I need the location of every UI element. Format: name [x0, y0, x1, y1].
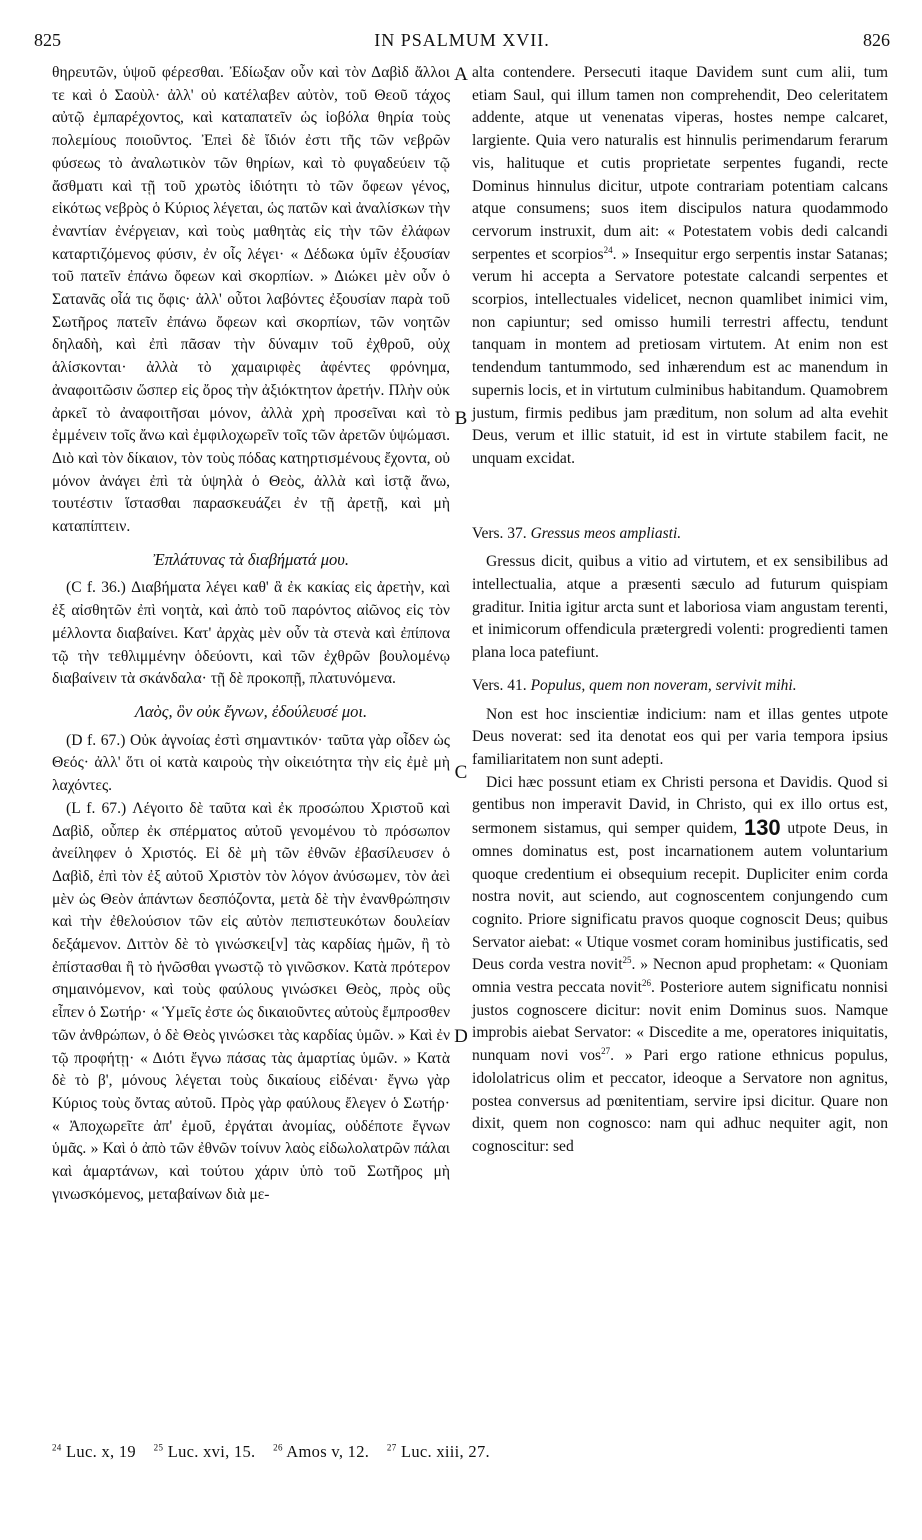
footnote-number: 27 [386, 1442, 397, 1453]
greek-heading-vers-37: Ἐπλάτυνας τὰ διαβήματά μου. [153, 549, 349, 569]
footnote-number: 25 [153, 1442, 164, 1453]
margin-letter-b: B [454, 408, 468, 429]
footnote-text: Luc. x, 19 [66, 1442, 136, 1461]
footnote-ref-26: 26 [642, 977, 652, 988]
latin-text: . Posteriore autem significatu nonnisi justos cognoscere dicitur: novit enim Dominus suos. Namque improbis aiebat Servator: « Discedite a me, operatores iniquitatis, nunquam novi vos [472, 979, 888, 1065]
latin-paragraph-1 [472, 62, 888, 471]
page-header [34, 12, 890, 52]
footnote-number: 24 [52, 1442, 62, 1453]
latin-paragraph-4 [472, 772, 888, 1159]
vers-text: Populus, quem non noveram, servivit mihi. [530, 676, 797, 694]
latin-paragraph-3: Non est hoc inscientiæ indicium: nam et illas gentes utpote Deus noverat: sed ita denotat eos qui per varia tempora ipsius familiaritatem non sunt adepti. [472, 705, 888, 768]
latin-column [472, 62, 888, 1159]
latin-heading-vers-41 [472, 675, 888, 698]
latin-text: Dici hæc possunt etiam ex Christi persona et Davidis. Quod si gentibus non imperavit David, in Christo, qui ex illo ortus est, sermonem sistamus, qui semper quidem, [472, 773, 888, 838]
page-number-left: 825 [34, 30, 61, 50]
latin-text: . » Pari ergo ratione ethnicus populus, idololatricus olim et peccator, ideoque a Servatore non agnitus, postea conversus ad pœnitentiam, servire ipsi dicitur. Quare non dixit, quem non cognosco: nam qui adhuc nequiter agit, non cognoscitur: sed [472, 1047, 888, 1155]
footnotes [52, 1442, 892, 1462]
margin-letter-a: A [454, 64, 468, 85]
vers-label: Vers. 37. [472, 524, 527, 542]
latin-heading-vers-37 [472, 523, 888, 546]
footnote-text: Luc. xiii, 27. [400, 1442, 490, 1461]
page-number-right: 826 [863, 30, 890, 50]
greek-paragraph-1: θηρευτῶν, ὑψοῦ φέρεσθαι. Ἐδίωξαν οὖν καὶ τὸν Δαβὶδ ἄλλοι τε καὶ ὁ Σαοὺλ· ἀλλ' οὐ κατέλαβεν αὐτὸν, τοῦ Θεοῦ τάχος αὐτῷ ἐμπαρέχοντος, καὶ καταπατεῖν ὡς ἰοβόλα θηρία τοὺς πολεμίους ποιοῦντος. Ἐπεὶ δὲ ἴδιόν ἐστι τῆς τῶν νεβρῶν φύσεως τὸ ἀναλωτικὸν τῶν θηρίων, καὶ τὸ φυγαδεύειν τῷ ἄσθματι καὶ τῇ τοῦ χρωτὸς ἰδιότητι τὸ τῶν ὄφεων γένος, εἰκότως νεβρὸς ὁ Κύριος λέγεται, ὡς πατῶν καὶ ἀναλίσκων τὴν ἐναντίαν ἐνέργειαν, καὶ τοὺς μαθητὰς εἰς τὴν τῶν ἐλάφων καταρτιζόμενος φύσιν, ἐν οἷς λέγει· « Δέδωκα ὑμῖν ἐξουσίαν τοῦ πατεῖν ἐπάνω ὄφεων καὶ σκορπίων. » Διώκει μὲν οὖν ὁ Σατανᾶς οἷά τις ὄφις· ἀλλ' οὗτοι λαβόντες ἐξουσίαν παρὰ τοῦ Σωτῆρος πατεῖν ἐπάνω ὄφεων καὶ σκορπίων, τῶν νοητῶν δηλαδὴ, καὶ ἐπὶ πᾶσαν τὴν δύναμιν τοῦ ἐχθροῦ, οὐχ ἁλίσκονται· ἀλλὰ τὸ χαμαιριφὲς ἀφέντες φρόνημα, ἀναφοιτῶσιν ὥσπερ εἰς ὄρος τὴν ἀξιόκτητον ἀρετήν. Πλὴν οὐκ ἀρκεῖ τὸ ἀναφοιτῆσαι μόνον, ἀλλὰ χρὴ προσεῖναι καὶ τὸ ἐμμένειν τοῖς ἄνω καὶ ἐμφιλοχωρεῖν τοῖς τῶν ἀρετῶν ὑψώμασι. Διὸ καὶ τὸν δίκαιον, τὸν τοὺς πόδας κατηρτισμένους ἔχοντα, οὐ μόνον ἀνάγει ἐπὶ τὰ ὑψηλὰ ὁ Θεὸς, ἀλλὰ καὶ ἱστᾷ ἄνω, τουτέστιν ἵστασθαι παρασκευάζει ἐν τῇ ἀρετῇ, καὶ μὴ καταπίπτειν. [52, 64, 450, 536]
greek-paragraph-3: (D f. 67.) Οὐκ ἀγνοίας ἐστὶ σημαντικόν· ταῦτα γὰρ οἶδεν ὡς Θεός· ἀλλ' ὅτι οἱ κατὰ καιροὺς τὴν οἰκειότητα τὴν εἰς ἐμὲ μὴ λαχόντες. [52, 731, 450, 795]
greek-paragraph-2: (C f. 36.) Διαβήματα λέγει καθ' ἃ ἐκ κακίας εἰς ἀρετὴν, καὶ ἐξ αἰσθητῶν ἐπὶ νοητὰ, καὶ ἀπὸ τοῦ παρόντος αἰῶνος εἰς τὸν μέλλοντα διαβαίνει. Κατ' ἀρχὰς μὲν οὖν τὰ στενὰ καὶ ἐπίπονα τῷ τὴν τεθλιμμένην ὁδεύοντι, καὶ τῶν ἐχθρῶν βουλομένῳ διαβαίνειν τὰ σκάνδαλα· τῇ δὲ προκοπῇ, πλατυνόμενα. [52, 579, 450, 688]
column-number: 130 [743, 815, 781, 841]
footnote-text: Luc. xvi, 15. [167, 1442, 256, 1461]
running-title: IN PSALMUM XVII. [374, 30, 550, 50]
vers-text: Gressus meos ampliasti. [530, 524, 682, 542]
margin-letter-d: D [454, 1026, 468, 1047]
latin-text: . » Insequitur ergo serpentis instar Satanas; verum hi accepta a Servatore potestate calcandi serpentes et scorpios, intellectuales videlicet, necnon quamlibet inimici vim, non capiuntur; sed omisso humili terrestri affectu, tendunt tanquam in montem ad pretiosam virtutem. At enim non est tendendum tantummodo, sed inhærendum est ac manendum in supernis locis, et in virtutum culminibus habitandum. Quamobrem justum, firmis pedibus jam præditum, non solum ad alta evehit Deus, verum et illic statuit, id est in virtute stabilem facit, ne unquam excidat. [472, 245, 888, 467]
footnote-ref-27: 27 [601, 1045, 611, 1056]
footnote-text: Amos v, 12. [286, 1442, 370, 1461]
footnote-ref-25: 25 [622, 955, 632, 966]
latin-text: . » Necnon apud prophetam: « Quoniam omnia vestra peccata novit [472, 956, 888, 997]
footnote-number: 26 [273, 1442, 283, 1453]
greek-heading-vers-41: Λαὸς, ὃν οὐκ ἔγνων, ἐδούλευσέ μοι. [134, 701, 368, 721]
latin-text: alta contendere. Persecuti itaque Davidem sunt cum alii, tum etiam Saul, qui illum tamen non comprehendit, Deo celeritatem addente, atque ut venenatas viperas, hostes nempe calcaret, largiente. Quia vero naturalis est hinnulis perimendarum ferarum vis, halituque et cutis proprietate serpentes fugandi, recte Dominus hinnulus dicitur, utpote contrariam potentiam calcans atque consumens; suos item discipulos natura quodammodo cervorum instruxit, dum ait: « Potestatem vobis dedi calcandi serpentes et scorpios [472, 64, 888, 263]
footnote-ref-24: 24 [603, 244, 613, 255]
latin-text: utpote Deus, in omnes dominatus est, post incarnationem autem voluntarium quoque credentium ei obsequium recepit. Dupliciter enim corda nostra novit, aut sciendo, aut cognoscentem conjungendo cum cognito. Priore significatu pravos quoque cognoscit Deus; quibus Servator aiebat: « Utique vosmet coram hominibus justificatis, sed Deus corda vestra novit [472, 820, 888, 974]
vers-label: Vers. 41. [472, 676, 527, 694]
greek-paragraph-4: (L f. 67.) Λέγοιτο δὲ ταῦτα καὶ ἐκ προσώπου Χριστοῦ καὶ Δαβὶδ, οὗπερ ἐκ σπέρματος αὐτοῦ γενομένου τὸ πρόσωπον ἀνείληφεν ὁ Χριστός. Εἰ δὲ μὴ τῶν ἐθνῶν ἐβασίλευσεν ὁ Δαβὶδ, ἐπὶ τὸν ἐξ αὐτοῦ Χριστὸν τὸν λόγον ἀνύσωμεν, τὸν ἀεὶ μὲν ὡς Θεὸν ἁπάντων δεσπόζοντα, μετὰ δὲ τὴν ἐνανθρώπησιν καὶ τὴν ἐθελούσιον τῶν εἰς αὐτὸν πεπιστευκότων δουλείαν δεξάμενον. Διττὸν δὲ τὸ γινώσκει[ν] τὰς καρδίας ἡμῶν, ἢ τὸ ἐπίστασθαι ἢ τὸ ἡνῶσθαι γνωστῷ τὸ γινῶσκον. Κατὰ πρότερον σημαινόμενον, καὶ τοὺς φαύλους γινώσκει Θεὸς, πρὸς οὓς εἶπεν ὁ Σωτήρ· « Ὑμεῖς ἐστε ὡς δικαιοῦντες αὐτοὺς ἔμπροσθεν τῶν ἀνθρώπων, ὁ δὲ Θεὸς γινώσκει τὰς καρδίας ὑμῶν. » Καὶ ἐν τῷ προφήτῃ· « Διότι ἔγνω πάσας τὰς ἁμαρτίας ὑμῶν. » Κατὰ δὲ τὸ β', μόνους λέγεται τοὺς δικαίους εἰδέναι· ἔγνω γὰρ Κύριος τοὺς ὄντας αὐτοῦ. Πρὸς γὰρ φαύλους ἔλεγεν ὁ Σωτήρ· « Ἀποχωρεῖτε ἀπ' ἐμοῦ, ἐργάται ἀνομίας, οὐδέποτε ἔγνων ὑμᾶς. » Καὶ ὁ ἀπὸ τῶν ἐθνῶν τοίνυν λαὸς εἰδωλολατρῶν πάλαι καὶ ἁμαρτάνων, καὶ τούτου χάριν ὑπὸ τοῦ Σωτῆρος μὴ γινωσκόμενος, μεταβαίνων διὰ με- [52, 799, 450, 1203]
margin-letter-c: C [454, 762, 468, 783]
greek-column [52, 62, 450, 1206]
latin-paragraph-2: Gressus dicit, quibus a vitio ad virtutem, et ex sensibilibus ad intellectualia, atque a præsenti sæculo ad futurum quispiam graditur. Initia igitur arcta sunt et laboriosa viam angustam terenti, et inimicorum offendicula prætergredi volenti: progredienti tamen plana loca patefiunt. [472, 553, 888, 662]
